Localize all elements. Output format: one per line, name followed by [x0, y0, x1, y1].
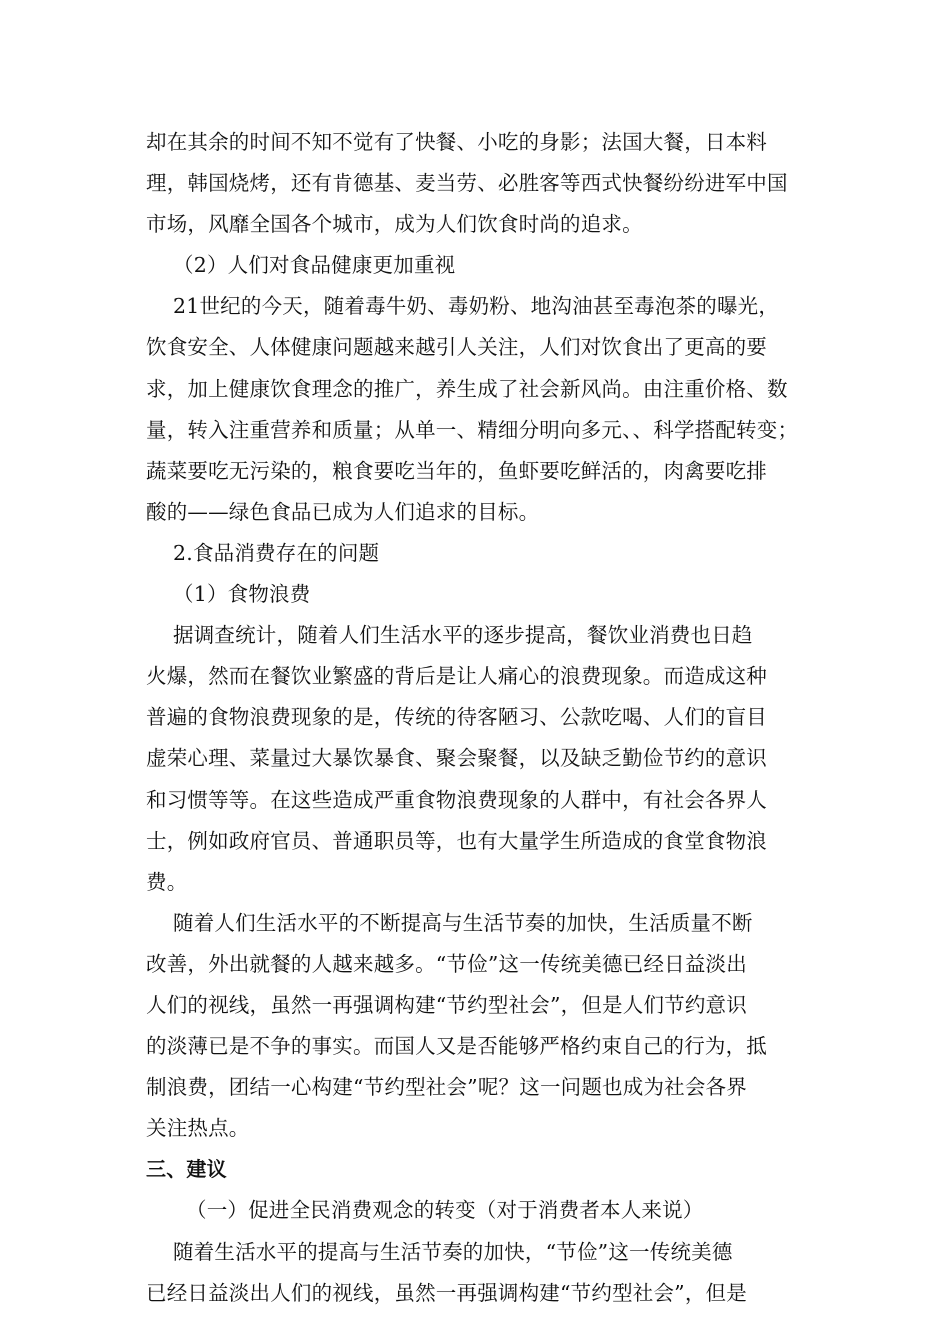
paragraph-line: 求，加上健康饮食理念的推广，养生成了社会新风尚。由注重价格、数: [146, 376, 788, 401]
paragraph-line: 据调查统计，随着人们生活水平的逐步提高，餐饮业消费也日趋: [173, 623, 753, 648]
paragraph-line: 的淡薄已是不争的事实。而国人又是否能够严格约束自己的行为，抵: [146, 1034, 767, 1059]
paragraph-line: 21世纪的今天，随着毒牛奶、毒奶粉、地沟油甚至毒泡茶的曝光，: [173, 294, 780, 319]
paragraph-line: 和习惯等等。在这些造成严重食物浪费现象的人群中，有社会各界人: [146, 787, 767, 812]
paragraph-line: 士，例如政府官员、普通职员等，也有大量学生所造成的食堂食物浪: [146, 828, 767, 853]
paragraph-line: 制浪费，团结一心构建“节约型社会”呢？这一问题也成为社会各界: [146, 1075, 747, 1100]
paragraph-line: 酸的——绿色食品已成为人们追求的目标。: [146, 499, 540, 524]
paragraph-line: 费。: [146, 869, 188, 894]
paragraph-line: 关注热点。: [146, 1116, 250, 1141]
section-heading: 2.食品消费存在的问题: [173, 540, 380, 565]
subsection-heading: （1）食物浪费: [173, 582, 311, 607]
paragraph-line: 蔬菜要吃无污染的，粮食要吃当年的，鱼虾要吃鲜活的，肉禽要吃排: [146, 458, 767, 483]
subsection-heading: （一）促进全民消费观念的转变（对于消费者本人来说）: [186, 1198, 704, 1223]
chapter-heading: 三、建议: [146, 1157, 227, 1182]
paragraph-line: 随着人们生活水平的不断提高与生活节奏的加快，生活质量不断: [173, 910, 753, 935]
paragraph-line: 随着生活水平的提高与生活节奏的加快，“节俭”这一传统美德: [173, 1239, 733, 1264]
paragraph-line: 饮食安全、人体健康问题越来越引人关注，人们对饮食出了更高的要: [146, 335, 767, 360]
document-page: [146, 122, 806, 1314]
paragraph-line: 已经日益淡出人们的视线，虽然一再强调构建“节约型社会”，但是: [146, 1280, 747, 1305]
subsection-heading: （2）人们对食品健康更加重视: [173, 253, 456, 278]
paragraph-line: 量，转入注重营养和质量；从单一、精细分明向多元、、科学搭配转变；: [146, 417, 799, 442]
paragraph-line: 虚荣心理、菜量过大暴饮暴食、聚会聚餐，以及缺乏勤俭节约的意识: [146, 746, 767, 771]
paragraph-line: 普遍的食物浪费现象的是，传统的待客陋习、公款吃喝、人们的盲目: [146, 705, 767, 730]
paragraph-line: 却在其余的时间不知不觉有了快餐、小吃的身影；法国大餐，日本料: [146, 130, 767, 154]
paragraph-line: 市场，风靡全国各个城市，成为人们饮食时尚的追求。: [146, 212, 643, 237]
paragraph-line: 人们的视线，虽然一再强调构建“节约型社会”，但是人们节约意识: [146, 992, 747, 1017]
paragraph-line: 火爆，然而在餐饮业繁盛的背后是让人痛心的浪费现象。而造成这种: [146, 664, 767, 689]
paragraph-line: 理，韩国烧烤，还有肯德基、麦当劳、必胜客等西式快餐纷纷进军中国: [146, 171, 788, 196]
paragraph-line: 改善，外出就餐的人越来越多。“节俭”这一传统美德已经日益淡出: [146, 951, 747, 976]
